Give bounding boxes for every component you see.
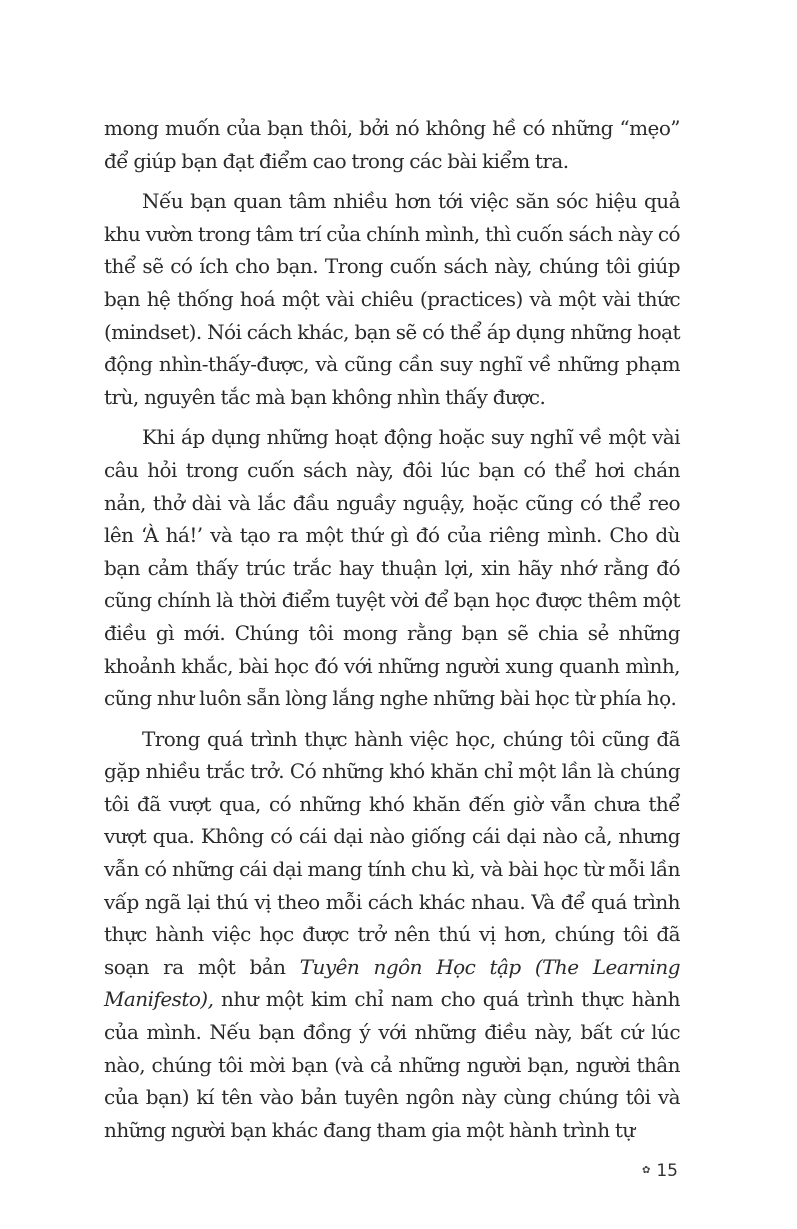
manifesto-title: Tuyên ngôn Học tập (The Learning Manifesto),	[104, 954, 680, 1012]
paragraph-1	[104, 112, 680, 177]
page-number: 15	[656, 1161, 678, 1181]
page-body	[104, 112, 680, 1154]
paragraph-4-text-b: như một kim chỉ nam cho quá trình thực hành của mình. Nếu bạn đồng ý với những điều này, bất cứ lúc nào, chúng tôi mời bạn (và cả những người bạn, người thân của bạn) kí tên vào bản tuyên ngôn này cùng chúng tôi và những người bạn khác đang tham gia một hành trình tự	[104, 987, 680, 1142]
paragraph-4-text-a: Trong quá trình thực hành việc học, chúng tôi cũng đã gặp nhiều trắc trở. Có những khó khăn chỉ một lần là chúng tôi đã vượt qua, có những khó khăn đến giờ vẫn chưa thể vượt qua. Không có cái dại nào giống cái dại nào cả, nhưng vẫn có những cái dại mang tính chu kì, và bài học từ mỗi lần vấp ngã lại thú vị theo mỗi cách khác nhau. Và để quá trình thực hành việc học được trở nên thú vị hơn, chúng tôi đã soạn ra một bản	[104, 726, 680, 979]
paragraph-2	[104, 185, 680, 413]
page-footer	[642, 1161, 678, 1181]
paragraph-3-text: Khi áp dụng những hoạt động hoặc suy nghĩ về một vài câu hỏi trong cuốn sách này, đôi lúc bạn có thể hơi chán nản, thở dài và lắc đầu nguầy nguậy, hoặc cũng có thể reo lên ‘À há!’ và tạo ra một thứ gì đó của riêng mình. Cho dù bạn cảm thấy trúc trắc hay thuận lợi, xin hãy nhớ rằng đó cũng chính là thời điểm tuyệt vời để bạn học được thêm một điều gì mới. Chúng tôi mong rằng bạn sẽ chia sẻ những khoảnh khắc, bài học đó với những người xung quanh mình, cũng như luôn sẵn lòng lắng nghe những bài học từ phía họ.	[104, 425, 680, 711]
paragraph-1-text: mong muốn của bạn thôi, bởi nó không hề có những “mẹo” để giúp bạn đạt điểm cao trong các bài kiểm tra.	[104, 116, 680, 173]
paragraph-3	[104, 421, 680, 714]
paragraph-4	[104, 723, 680, 1147]
paragraph-2-text: Nếu bạn quan tâm nhiều hơn tới việc săn sóc hiệu quả khu vườn trong tâm trí của chính mình, thì cuốn sách này có thể sẽ có ích cho bạn. Trong cuốn sách này, chúng tôi giúp bạn hệ thống hoá một vài chiêu (practices) và một vài thức (mindset). Nói cách khác, bạn sẽ có thể áp dụng những hoạt động nhìn-thấy-được, và cũng cần suy nghĩ về những phạm trù, nguyên tắc mà bạn không nhìn thấy được.	[104, 189, 680, 409]
flower-ornament-icon: ✿	[641, 1165, 651, 1176]
